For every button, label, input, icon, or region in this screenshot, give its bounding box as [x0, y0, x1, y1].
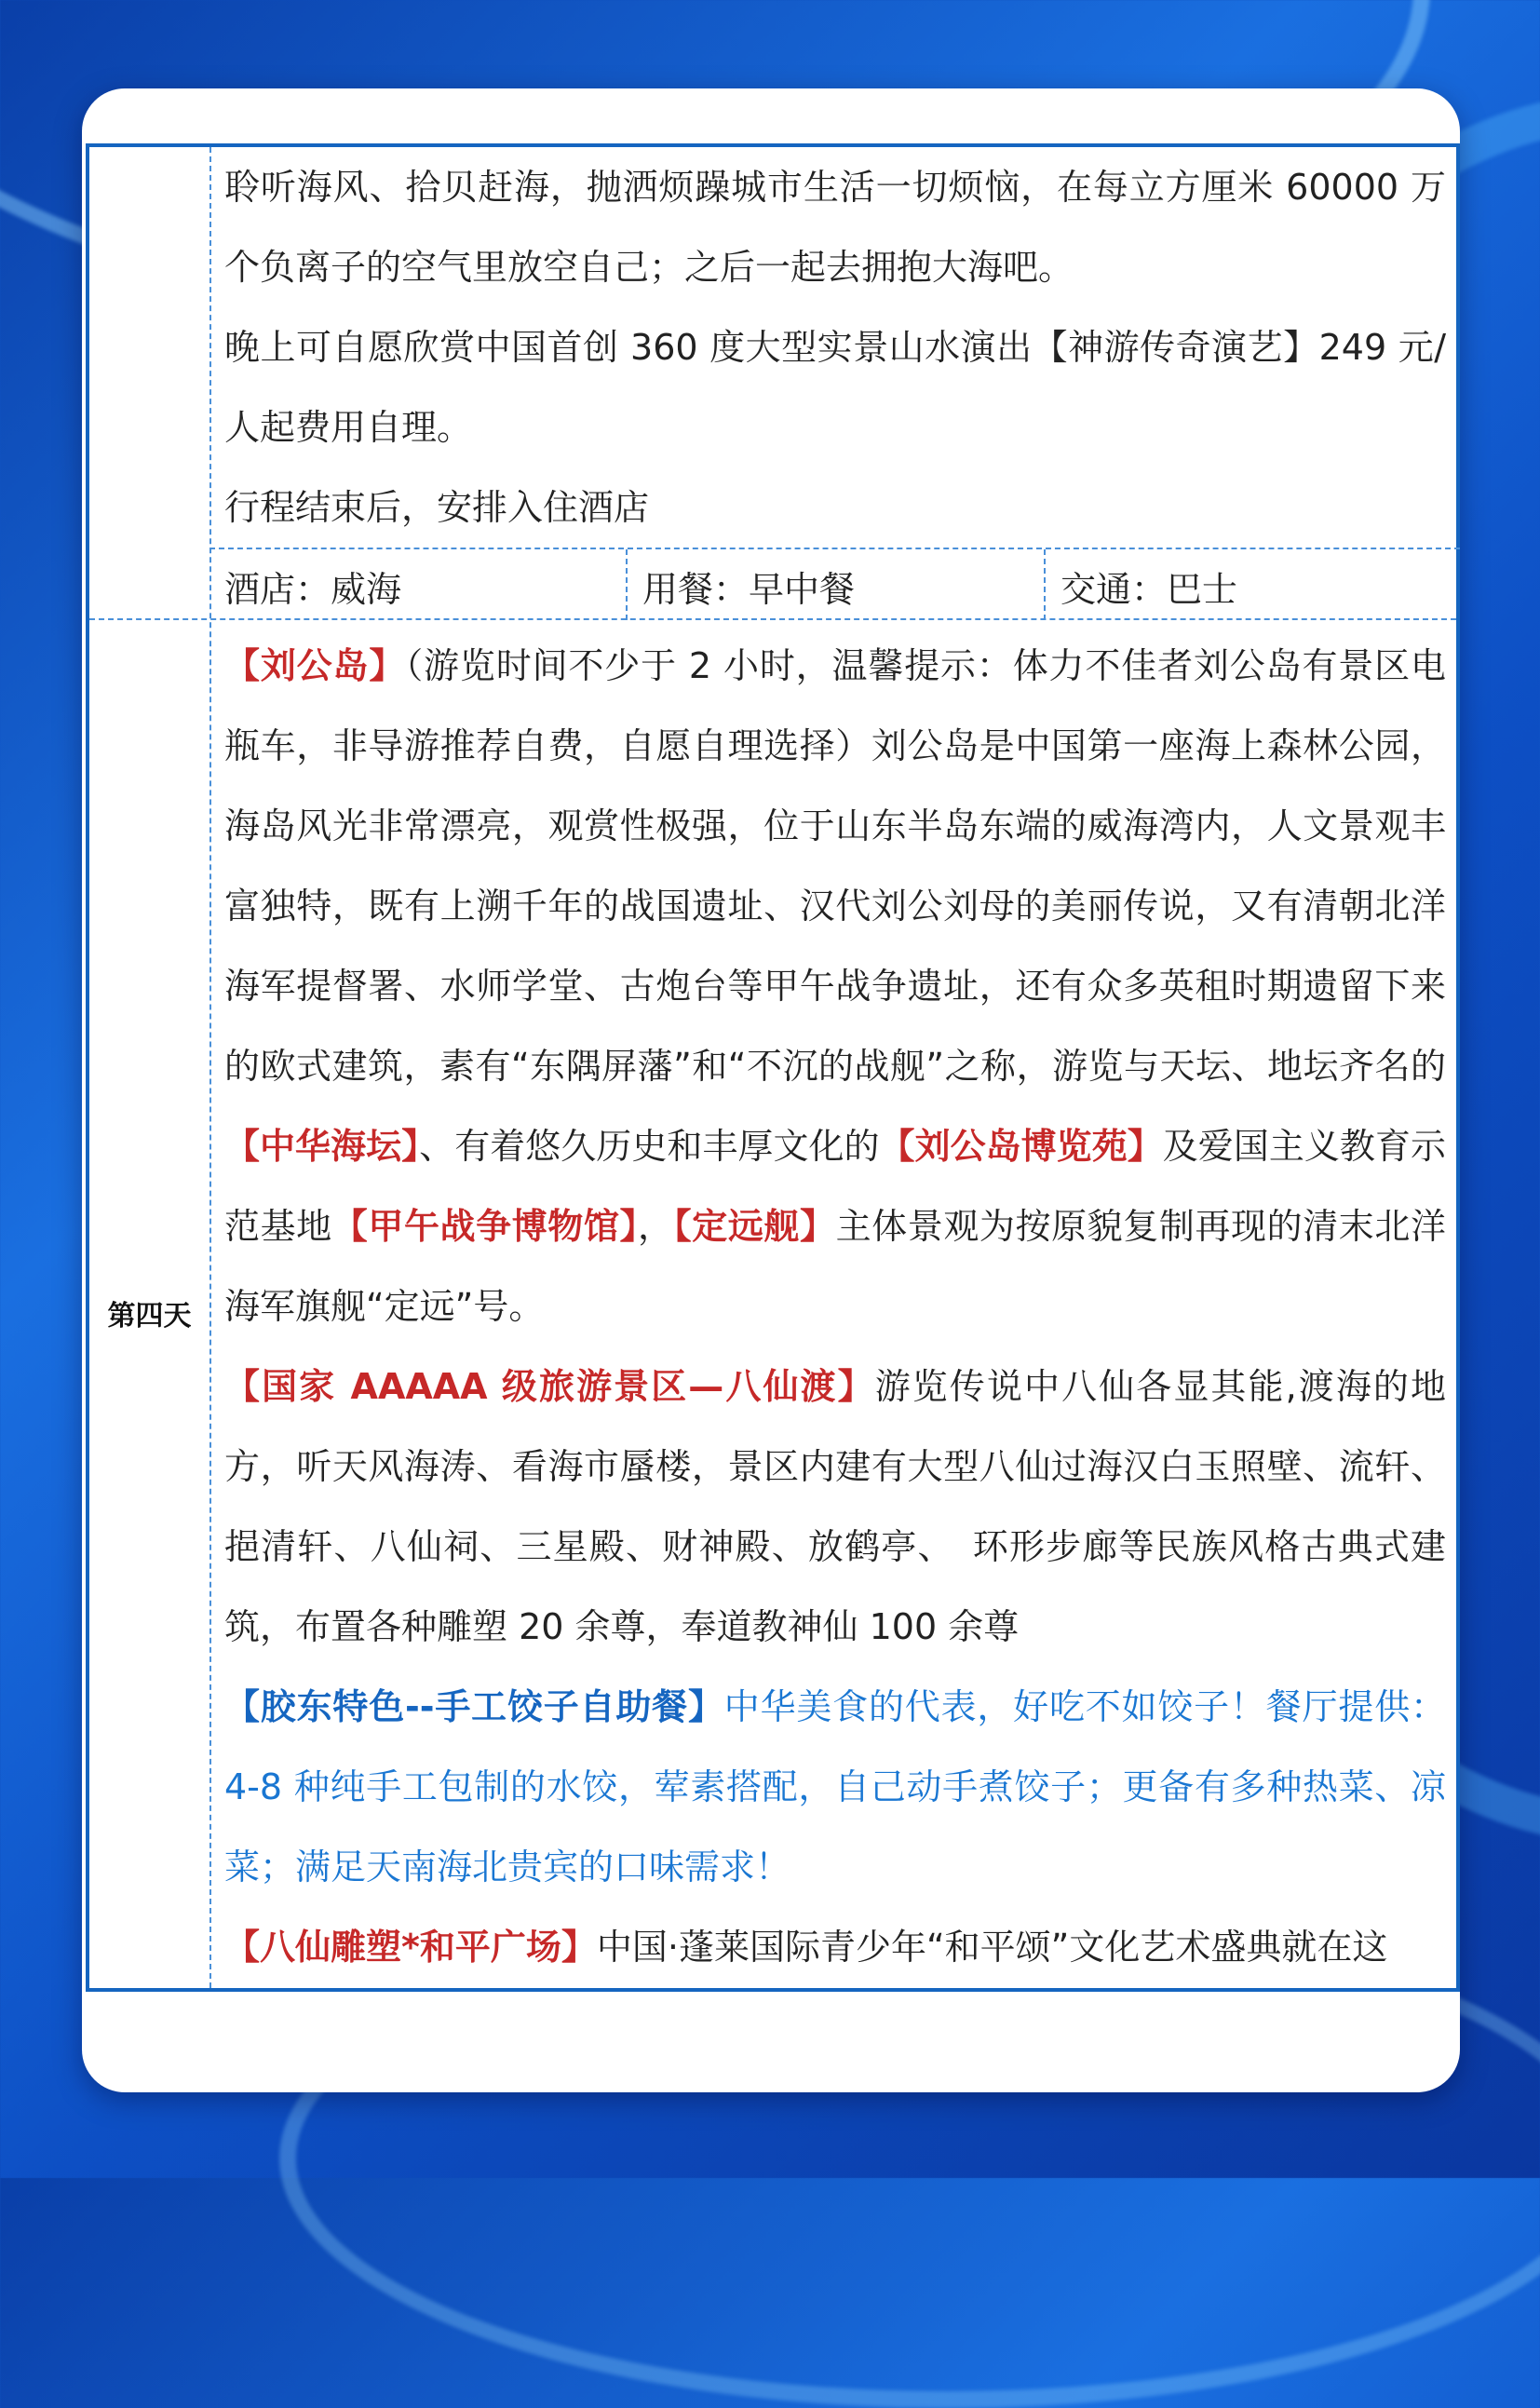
- day3-paragraph: 行程结束后，安排入住酒店: [224, 487, 650, 528]
- heping-title: 【八仙雕塑*和平广场】: [224, 1927, 597, 1968]
- haitan-title: 【中华海坛】: [224, 1126, 420, 1167]
- baxian-paragraph: [224, 1346, 1446, 1667]
- meals-cell: 用餐：早中餐: [628, 549, 1046, 620]
- day-column: [89, 147, 211, 1988]
- liugong-text: ，: [638, 1206, 674, 1247]
- dingyuan-title: 【定远舰】: [673, 1206, 836, 1247]
- jiaozi-title: 【胶东特色--手工饺子自助餐】: [224, 1686, 724, 1727]
- day4-label: 第四天: [107, 1300, 192, 1333]
- heping-paragraph: [224, 1907, 1446, 1987]
- jiaozi-paragraph: [224, 1667, 1446, 1907]
- liugong-title: 【刘公岛】: [224, 645, 406, 686]
- liugong-text: 及爱国主义教育示范基地: [224, 1126, 1446, 1247]
- liugong-paragraph: [224, 626, 1446, 1346]
- liugong-text: 、有着悠久历史和丰厚文化的: [419, 1126, 880, 1167]
- bolanyuan-title: 【刘公岛博览苑】: [879, 1126, 1163, 1167]
- transport-cell: 交通：巴士: [1060, 569, 1238, 610]
- day3-content: [224, 147, 1446, 548]
- itinerary-table: [86, 143, 1460, 1992]
- hotel-cell: 酒店：威海: [209, 549, 628, 620]
- day3-paragraph: 聆听海风、拾贝赶海，抛洒烦躁城市生活一切烦恼，在每立方厘米 60000 万个负离子的空气里放空自己；之后一起去拥抱大海吧。: [224, 167, 1446, 288]
- heping-text: 中国·蓬莱国际青少年“和平颂”文化艺术盛典就在这: [596, 1927, 1388, 1968]
- baxian-text: 游览传说中八仙各显其能,渡海的地方，听天风海涛、看海市蜃楼，景区内建有大型八仙过海汉白玉照壁、流轩、挹清轩、八仙祠、三星殿、财神殿、放鹤亭、 环形步廊等民族风格古典式建筑，布置各种雕塑 20 余尊，奉道教神仙 100 余尊: [224, 1366, 1446, 1647]
- day4-content: [224, 626, 1446, 1987]
- day3-paragraph: 晚上可自愿欣赏中国首创 360 度大型实景山水演出【神游传奇演艺】249 元/人起费用自理。: [224, 327, 1446, 448]
- row-divider: [89, 618, 1456, 620]
- liugong-text: （游览时间不少于 2 小时，温馨提示：体力不佳者刘公岛有景区电瓶车，非导游推荐自费，自愿自理选择）刘公岛是中国第一座海上森林公园，海岛风光非常漂亮，观赏性极强，位于山东半岛东端的威海湾内，人文景观丰富独特，既有上溯千年的战国遗址、汉代刘公刘母的美丽传说，又有清朝北洋海军提督署、水师学堂、古炮台等甲午战争遗址，还有众多英租时期遗留下来的欧式建筑，素有“东隅屏藩”和“不沉的战舰”之称，游览与天坛、地坛齐名的: [224, 645, 1446, 1087]
- jiawu-title: 【甲午战争博物馆】: [331, 1206, 639, 1247]
- liugong-text: 主体景观为按原貌复制再现的清末北洋海军旗舰“定远”号。: [224, 1206, 1446, 1327]
- day3-info-row: [209, 548, 1460, 620]
- baxian-title: 【国家 AAAAA 级旅游景区—八仙渡】: [224, 1366, 875, 1407]
- jiaozi-text: 中华美食的代表，好吃不如饺子！餐厅提供：4-8 种纯手工包制的水饺，荤素搭配，自己动手煮饺子；更备有多种热菜、凉菜；满足天南海北贵宾的口味需求！: [224, 1686, 1446, 1887]
